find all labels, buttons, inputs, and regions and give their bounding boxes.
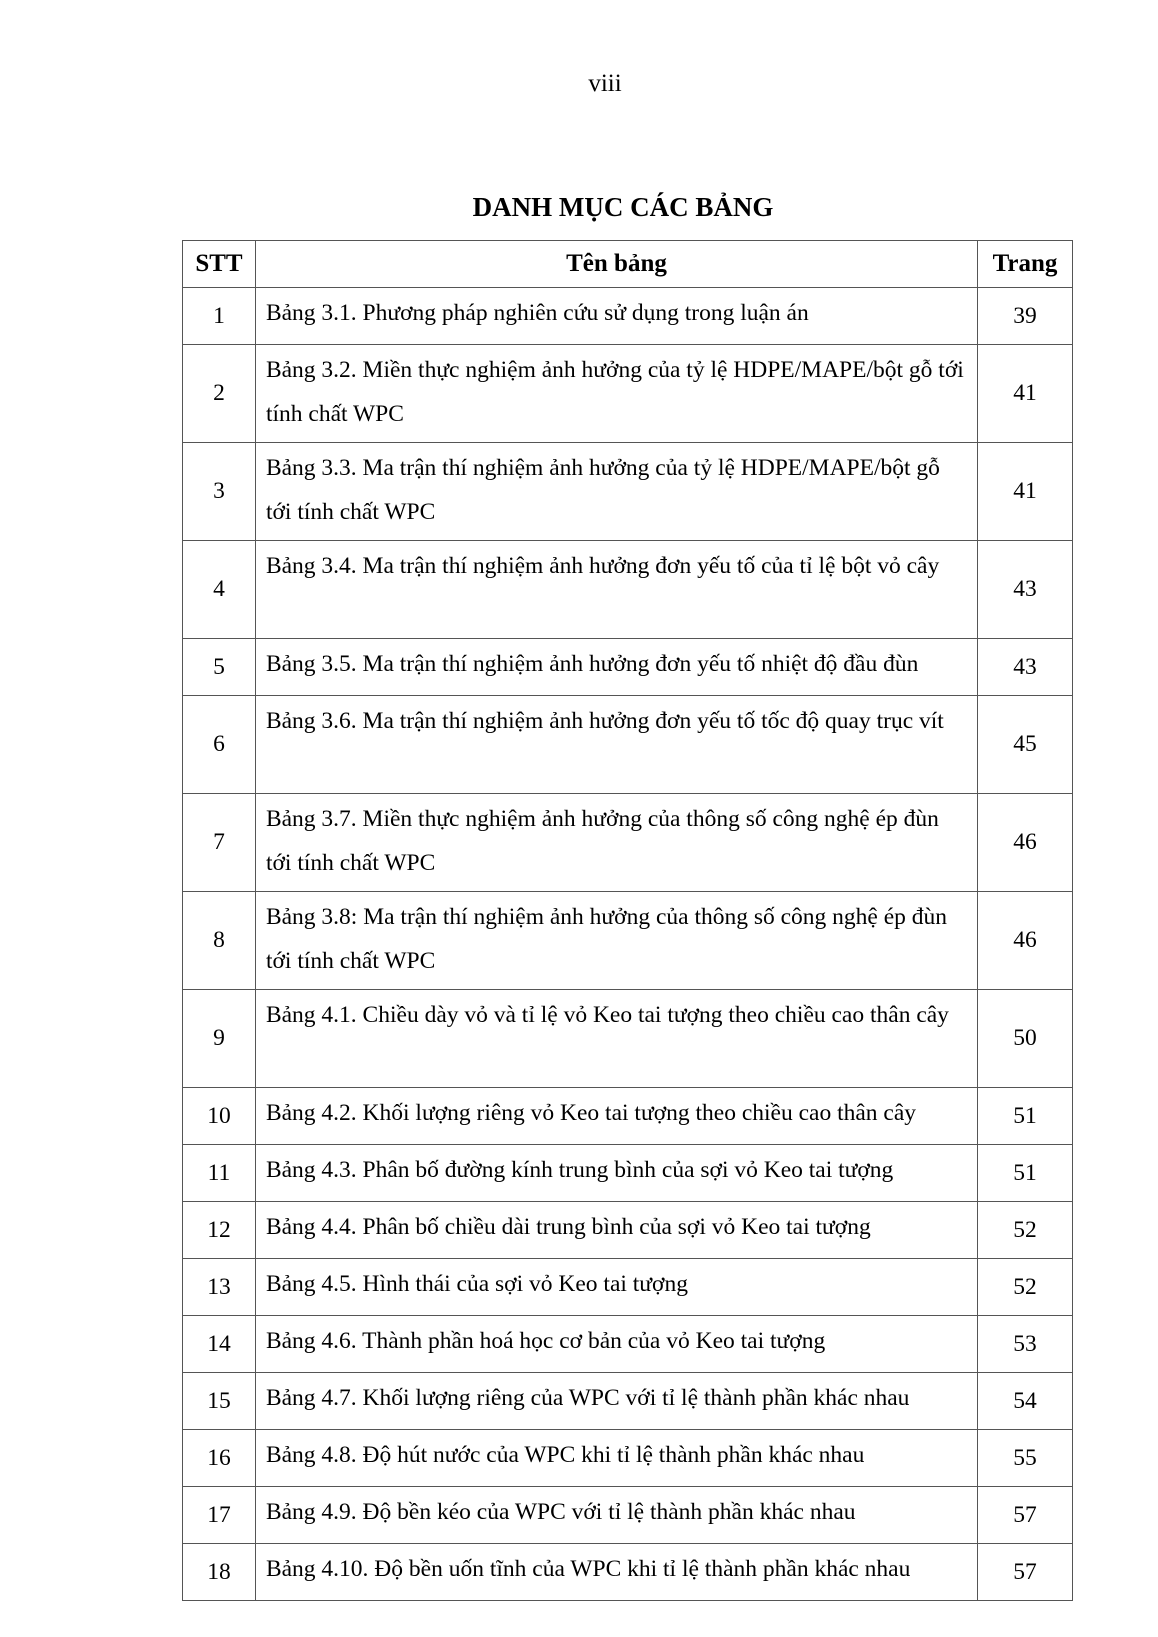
row-name: Bảng 3.7. Miền thực nghiệm ảnh hưởng của thông số công nghệ ép đùn tới tính chất WPC — [255, 794, 977, 892]
table-row — [183, 1487, 1073, 1544]
row-page: 51 — [978, 1145, 1073, 1202]
row-name: Bảng 3.3. Ma trận thí nghiệm ảnh hưởng của tỷ lệ HDPE/MAPE/bột gỗ tới tính chất WPC — [255, 443, 977, 541]
row-name: Bảng 3.6. Ma trận thí nghiệm ảnh hưởng đơn yếu tố tốc độ quay trục vít — [255, 696, 977, 794]
row-stt: 14 — [183, 1316, 256, 1373]
row-name: Bảng 4.3. Phân bố đường kính trung bình của sợi vỏ Keo tai tượng — [255, 1145, 977, 1202]
table-row — [183, 892, 1073, 990]
row-name: Bảng 4.5. Hình thái của sợi vỏ Keo tai tượng — [255, 1259, 977, 1316]
row-stt: 17 — [183, 1487, 256, 1544]
row-stt: 9 — [183, 990, 256, 1088]
row-stt: 13 — [183, 1259, 256, 1316]
table-row — [183, 1202, 1073, 1259]
row-page: 51 — [978, 1088, 1073, 1145]
row-name: Bảng 4.6. Thành phần hoá học cơ bản của vỏ Keo tai tượng — [255, 1316, 977, 1373]
row-name: Bảng 3.2. Miền thực nghiệm ảnh hưởng của tỷ lệ HDPE/MAPE/bột gỗ tới tính chất WPC — [255, 345, 977, 443]
row-stt: 11 — [183, 1145, 256, 1202]
table-row — [183, 639, 1073, 696]
table-row — [183, 990, 1073, 1088]
row-stt: 3 — [183, 443, 256, 541]
row-name: Bảng 4.1. Chiều dày vỏ và tỉ lệ vỏ Keo tai tượng theo chiều cao thân cây — [255, 990, 977, 1088]
row-stt: 10 — [183, 1088, 256, 1145]
row-name: Bảng 3.8: Ma trận thí nghiệm ảnh hưởng của thông số công nghệ ép đùn tới tính chất WPC — [255, 892, 977, 990]
row-name: Bảng 3.4. Ma trận thí nghiệm ảnh hưởng đơn yếu tố của tỉ lệ bột vỏ cây — [255, 541, 977, 639]
table-row — [183, 1316, 1073, 1373]
row-page: 57 — [978, 1544, 1073, 1601]
header-page: Trang — [978, 241, 1073, 288]
row-page: 43 — [978, 541, 1073, 639]
table-row — [183, 1259, 1073, 1316]
row-name: Bảng 3.5. Ma trận thí nghiệm ảnh hưởng đơn yếu tố nhiệt độ đầu đùn — [255, 639, 977, 696]
table-row — [183, 541, 1073, 639]
header-stt: STT — [183, 241, 256, 288]
row-page: 46 — [978, 794, 1073, 892]
table-row — [183, 1145, 1073, 1202]
header-name: Tên bảng — [255, 241, 977, 288]
page-title: DANH MỤC CÁC BẢNG — [472, 192, 774, 222]
row-name: Bảng 3.1. Phương pháp nghiên cứu sử dụng trong luận án — [255, 288, 977, 345]
table-row — [183, 1544, 1073, 1601]
row-stt: 12 — [183, 1202, 256, 1259]
row-page: 55 — [978, 1430, 1073, 1487]
table-row — [183, 288, 1073, 345]
row-page: 43 — [978, 639, 1073, 696]
row-page: 57 — [978, 1487, 1073, 1544]
row-page: 52 — [978, 1202, 1073, 1259]
row-page: 53 — [978, 1316, 1073, 1373]
row-name: Bảng 4.7. Khối lượng riêng của WPC với tỉ lệ thành phần khác nhau — [255, 1373, 977, 1430]
row-page: 50 — [978, 990, 1073, 1088]
table-row — [183, 1430, 1073, 1487]
table-row — [183, 1088, 1073, 1145]
row-name: Bảng 4.4. Phân bố chiều dài trung bình của sợi vỏ Keo tai tượng — [255, 1202, 977, 1259]
row-stt: 4 — [183, 541, 256, 639]
row-stt: 5 — [183, 639, 256, 696]
row-stt: 15 — [183, 1373, 256, 1430]
table-header-row — [183, 241, 1073, 288]
row-page: 54 — [978, 1373, 1073, 1430]
table-row — [183, 794, 1073, 892]
table-row — [183, 696, 1073, 794]
row-page: 45 — [978, 696, 1073, 794]
row-page: 46 — [978, 892, 1073, 990]
row-page: 41 — [978, 345, 1073, 443]
row-name: Bảng 4.8. Độ hút nước của WPC khi tỉ lệ thành phần khác nhau — [255, 1430, 977, 1487]
row-stt: 16 — [183, 1430, 256, 1487]
table-list — [182, 240, 1073, 1601]
row-stt: 8 — [183, 892, 256, 990]
row-stt: 2 — [183, 345, 256, 443]
row-stt: 18 — [183, 1544, 256, 1601]
table-row — [183, 443, 1073, 541]
table-row — [183, 1373, 1073, 1430]
row-stt: 6 — [183, 696, 256, 794]
page-number: viii — [588, 70, 622, 97]
row-page: 52 — [978, 1259, 1073, 1316]
row-page: 41 — [978, 443, 1073, 541]
row-name: Bảng 4.2. Khối lượng riêng vỏ Keo tai tượng theo chiều cao thân cây — [255, 1088, 977, 1145]
row-stt: 1 — [183, 288, 256, 345]
row-name: Bảng 4.10. Độ bền uốn tĩnh của WPC khi tỉ lệ thành phần khác nhau — [255, 1544, 977, 1601]
row-name: Bảng 4.9. Độ bền kéo của WPC với tỉ lệ thành phần khác nhau — [255, 1487, 977, 1544]
table-row — [183, 345, 1073, 443]
row-page: 39 — [978, 288, 1073, 345]
row-stt: 7 — [183, 794, 256, 892]
